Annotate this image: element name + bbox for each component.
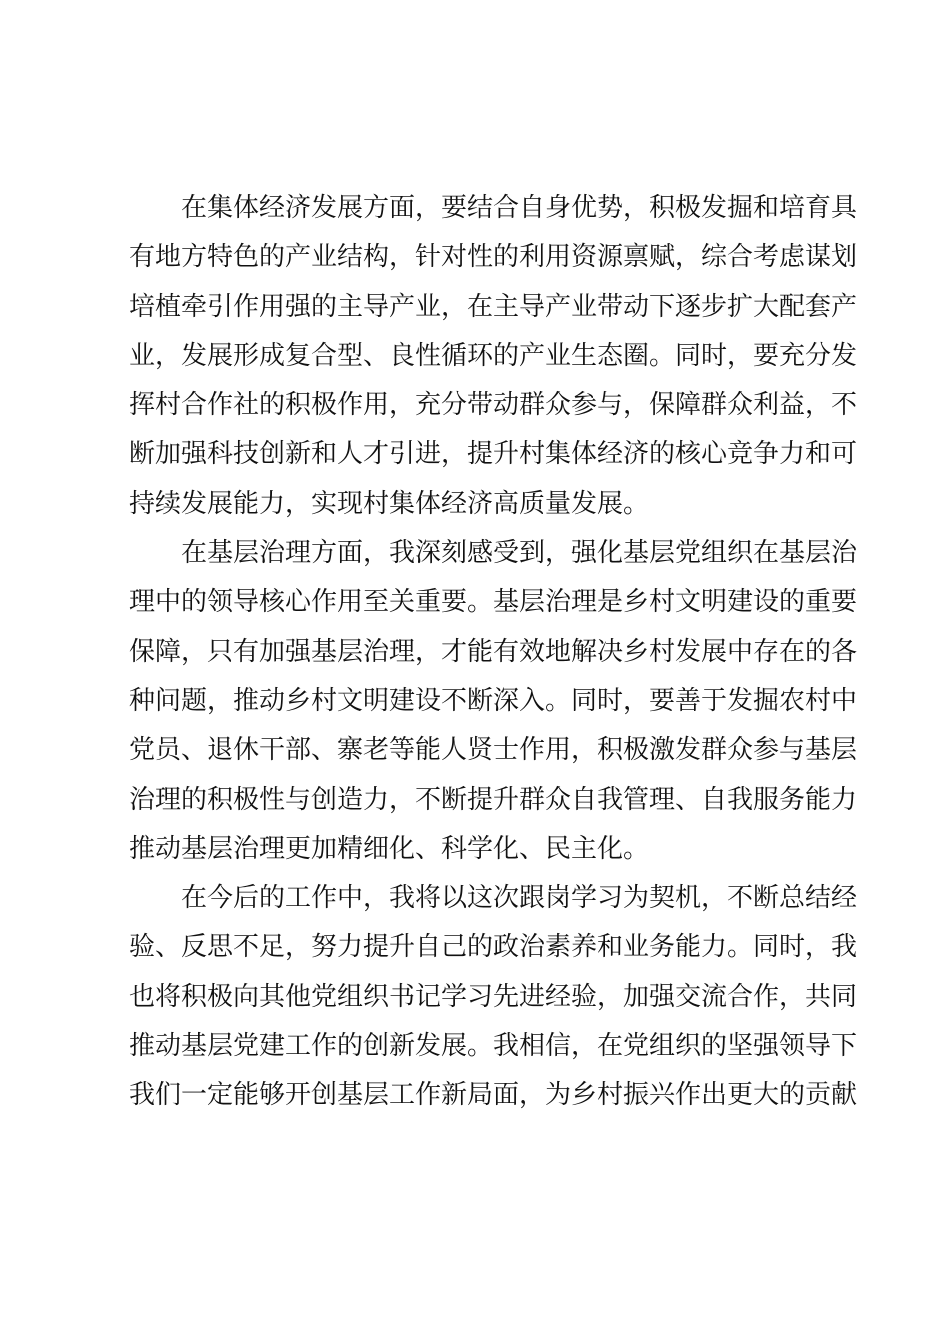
paragraph-3-line-4: 推动基层党建工作的创新发展。我相信，在党组织的坚强领导下 bbox=[129, 1031, 858, 1062]
paragraph-2-line-1: 在基层治理方面，我深刻感受到，强化基层党组织在基层治 bbox=[181, 538, 858, 569]
paragraph-2-line-4: 种问题，推动乡村文明建设不断深入。同时，要善于发掘农村中 bbox=[129, 685, 858, 716]
paragraph-1-line-7: 持续发展能力，实现村集体经济高质量发展。 bbox=[129, 488, 650, 519]
paragraph-1-line-6: 断加强科技创新和人才引进，提升村集体经济的核心竞争力和可 bbox=[129, 439, 858, 470]
paragraph-1-line-5: 挥村合作社的积极作用，充分带动群众参与，保障群众利益，不 bbox=[129, 390, 858, 421]
paragraph-2-line-3: 保障，只有加强基层治理，才能有效地解决乡村发展中存在的各 bbox=[129, 636, 858, 667]
paragraph-2-line-7: 推动基层治理更加精细化、科学化、民主化。 bbox=[129, 833, 650, 864]
paragraph-1-line-4: 业，发展形成复合型、良性循环的产业生态圈。同时，要充分发 bbox=[129, 340, 858, 371]
paragraph-2-line-5: 党员、退休干部、寨老等能人贤士作用，积极激发群众参与基层 bbox=[129, 735, 858, 766]
paragraph-3-line-5: 我们一定能够开创基层工作新局面，为乡村振兴作出更大的贡献 bbox=[129, 1080, 858, 1111]
paragraph-2-line-2: 理中的领导核心作用至关重要。基层治理是乡村文明建设的重要 bbox=[129, 587, 858, 618]
paragraph-1-line-1: 在集体经济发展方面，要结合自身优势，积极发掘和培育具 bbox=[181, 193, 858, 223]
paragraph-2-line-6: 治理的积极性与创造力，不断提升群众自我管理、自我服务能力 bbox=[129, 784, 858, 815]
document-body bbox=[129, 184, 858, 1121]
paragraph-3-line-1: 在今后的工作中，我将以这次跟岗学习为契机，不断总结经 bbox=[181, 883, 858, 914]
paragraph-3-line-3: 也将积极向其他党组织书记学习先进经验，加强交流合作，共同 bbox=[129, 981, 858, 1012]
paragraph-1-line-3: 培植牵引作用强的主导产业，在主导产业带动下逐步扩大配套产 bbox=[129, 291, 858, 322]
paragraph-3-line-2: 验、反思不足，努力提升自己的政治素养和业务能力。同时，我 bbox=[129, 932, 858, 963]
paragraph-1-line-2: 有地方特色的产业结构，针对性的利用资源禀赋，综合考虑谋划 bbox=[129, 242, 858, 273]
